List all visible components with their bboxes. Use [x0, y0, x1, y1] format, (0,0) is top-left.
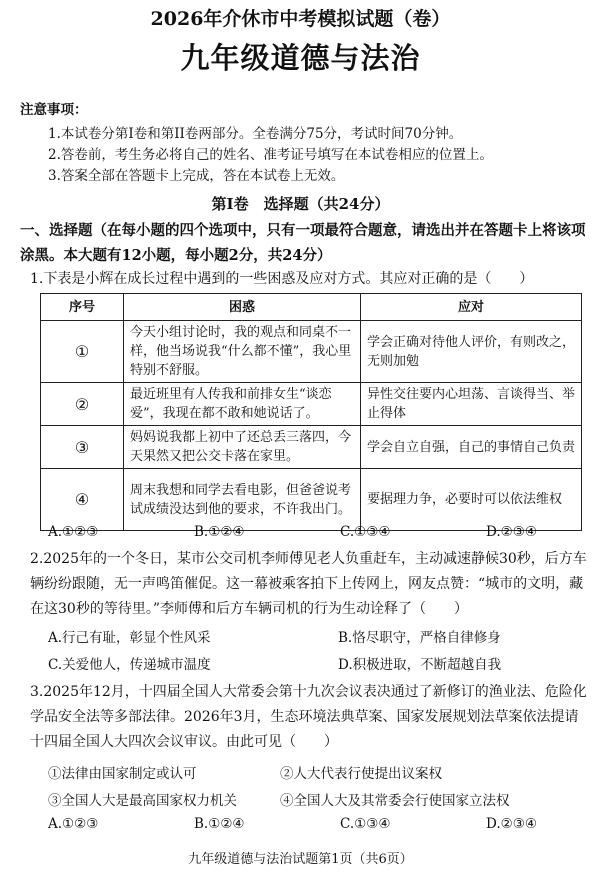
statement-item: ①法律由国家制定或认可: [48, 766, 197, 782]
option-c[interactable]: C.①③④: [340, 524, 391, 540]
option-d[interactable]: D.②③④: [486, 816, 537, 832]
table-cell: 周末我想和同学去看电影，但爸爸说考试成绩没达到他的要求，不许我出门。: [124, 469, 361, 531]
option-d[interactable]: D.②③④: [486, 524, 537, 540]
exam-title: 2026年介休市中考模拟试题（卷）: [150, 8, 451, 30]
statement-item: ②人大代表行使提出议案权: [280, 766, 442, 782]
question-1-table: [40, 293, 582, 531]
note-item: 2.答卷前，考生务必将自己的姓名、准考证号填写在本试卷相应的位置上。: [48, 147, 493, 163]
table-cell: 异性交往要内心坦荡、言谈得当、举止得体: [361, 383, 582, 426]
part-heading: 一、选择题（在每小题的四个选项中，只有一项最符合题意，请选出并在答题卡上将该项涂黑。本大题有12小题，每小题2分，共24分）: [20, 222, 586, 264]
question-3-stem: 3.2025年12月，十四届全国人大常委会第十九次会议表决通过了新修订的渔业法、危险化学品安全法等多部法律。2026年3月，生态环境法典草案、国家发展规划法草案依法提请十四届全国人大四次会议审议。由此可见（ ）: [30, 684, 587, 750]
section-title: 第Ⅰ卷 选择题（共24分）: [211, 195, 390, 213]
option-b[interactable]: B.①②④: [194, 524, 245, 540]
note-item: 1.本试卷分第I卷和第II卷两部分。全卷满分75分，考试时间70分钟。: [48, 126, 463, 142]
table-cell: ④: [41, 469, 124, 531]
option-c[interactable]: C.关爱他人，传递城市温度: [48, 657, 211, 673]
table-cell: 学会自立自强，自己的事情自己负责: [361, 426, 582, 469]
option-a[interactable]: A.①②③: [48, 816, 99, 832]
table-row: [41, 426, 582, 469]
table-cell: 学会正确对待他人评价，有则改之，无则加勉: [361, 321, 582, 383]
statement-item: ④全国人大及其常委会行使国家立法权: [280, 793, 510, 809]
option-d[interactable]: D.积极进取，不断超越自我: [338, 657, 502, 673]
page-footer: 九年级道德与法治试题第1页（共6页）: [188, 852, 413, 867]
table-cell: 最近班里有人传我和前排女生“谈恋爱”，我现在都不敢和她说话了。: [124, 383, 361, 426]
table-row: [41, 383, 582, 426]
option-b[interactable]: B.恪尽职守，严格自律修身: [338, 630, 501, 646]
table-header-row: [41, 294, 582, 321]
option-a[interactable]: A.①②③: [48, 524, 99, 540]
subject-title: 九年级道德与法治: [180, 41, 421, 75]
table-cell: 妈妈说我都上初中了还总丢三落四，今天果然又把公交卡落在家里。: [124, 426, 361, 469]
notes-heading: 注意事项：: [20, 102, 88, 118]
option-a[interactable]: A.行己有耻，彰显个性风采: [48, 630, 211, 646]
table-header: 应对: [361, 294, 582, 321]
table-row: [41, 469, 582, 531]
table-cell: 要据理力争，必要时可以依法维权: [361, 469, 582, 531]
option-b[interactable]: B.①②④: [194, 816, 245, 832]
table-cell: 今天小组讨论时，我的观点和同桌不一样，他当场说我“什么都不懂”，我心里特别不舒服。: [124, 321, 361, 383]
question-2-stem: 2.2025年的一个冬日，某市公交司机李师傅见老人负重赶车，主动减速静候30秒，后方车辆纷纷跟随，无一声鸣笛催促。这一幕被乘客拍下上传网上，网友点赞：“城市的文明，藏在这30秒的等待里。”李师傅和后方车辆司机的行为生动诠释了（ ）: [30, 551, 587, 617]
table-header: 序号: [41, 294, 124, 321]
note-item: 3.答案全部在答题卡上完成，答在本试卷上无效。: [48, 168, 345, 184]
table-row: [41, 321, 582, 383]
question-1-stem: 1.下表是小辉在成长过程中遇到的一些困惑及应对方式。其应对正确的是（ ）: [30, 271, 534, 287]
option-c[interactable]: C.①③④: [340, 816, 391, 832]
table-cell: ③: [41, 426, 124, 469]
table-cell: ②: [41, 383, 124, 426]
table-header: 困惑: [124, 294, 361, 321]
statement-item: ③全国人大是最高国家权力机关: [48, 793, 237, 809]
table-cell: ①: [41, 321, 124, 383]
